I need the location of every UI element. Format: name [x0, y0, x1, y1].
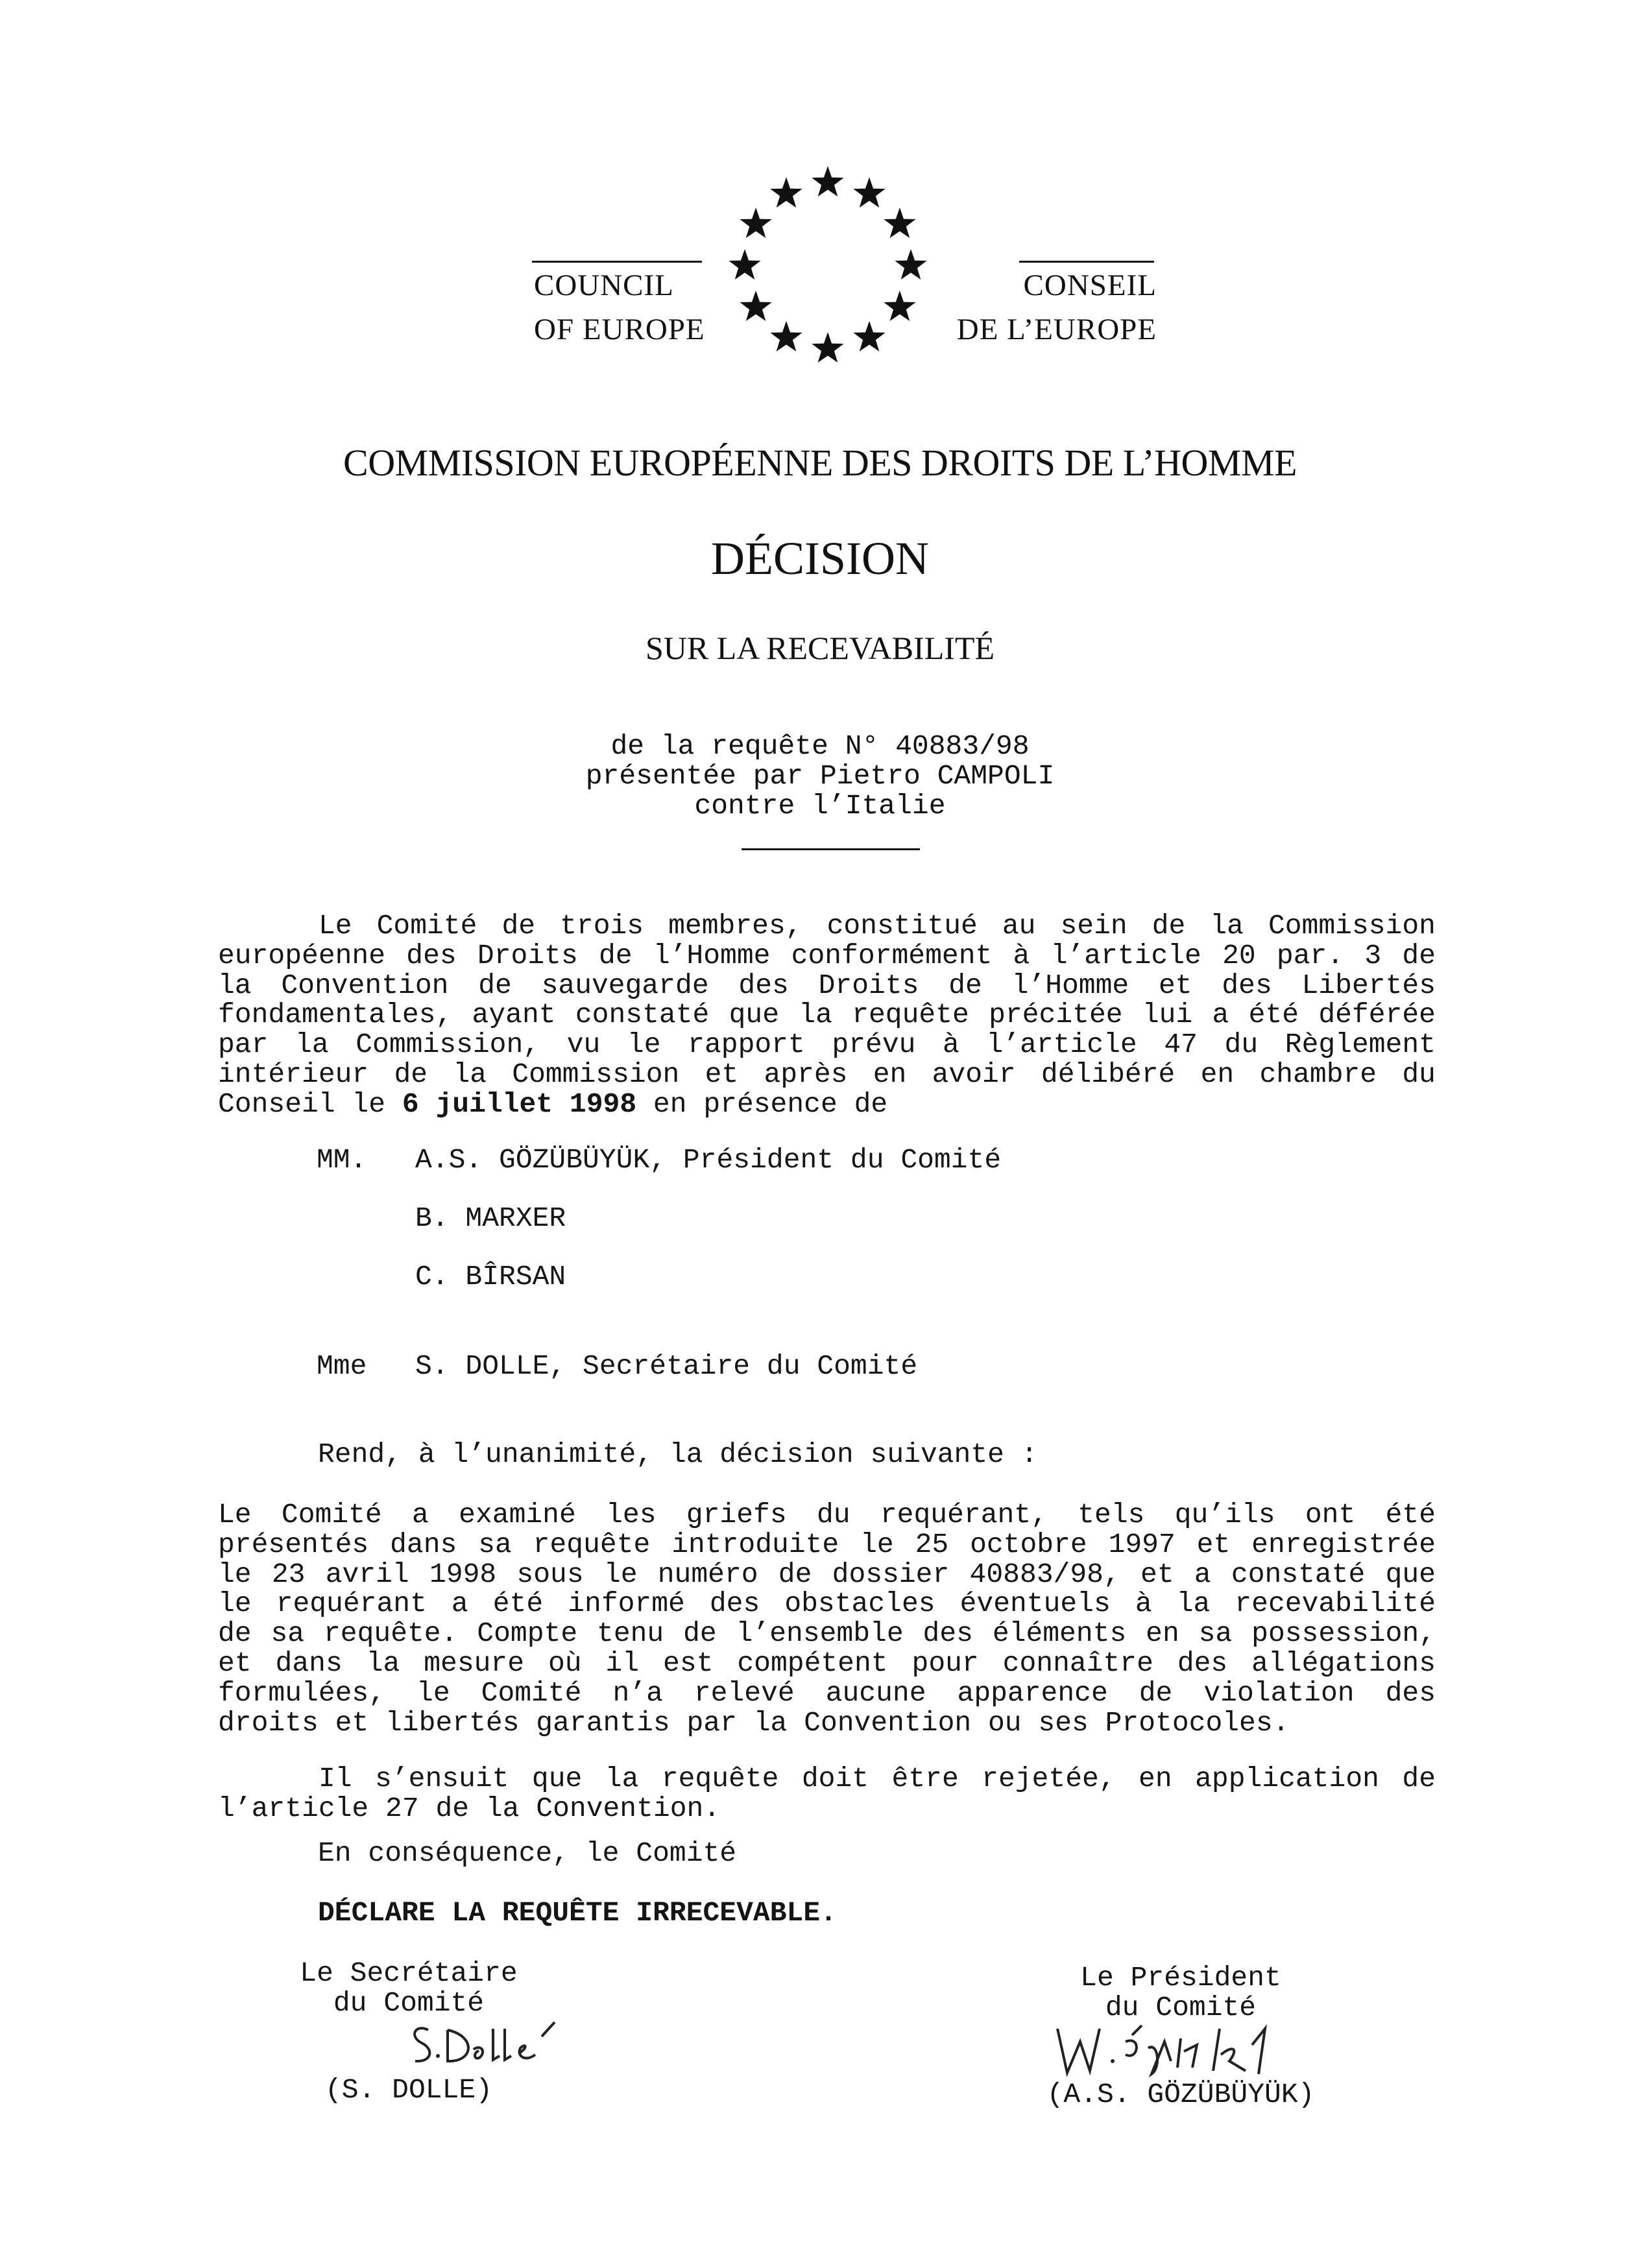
emblem-star	[895, 249, 926, 280]
emblem-star	[770, 321, 802, 352]
left-signatory-title: Le Secrétaire	[300, 1957, 518, 1989]
application-number: de la requête N° 40883/98	[610, 730, 1030, 762]
unanimity-statement: Rend, à l’unanimité, la décision suivante :	[318, 1438, 1038, 1470]
intro-line	[218, 1090, 1436, 1119]
secretary-prefix: Mme	[317, 1350, 367, 1382]
reasons-line: le requérant a été informé des obstacles éventuels à la recevabilité	[218, 1588, 1436, 1620]
emblem-star	[853, 177, 885, 208]
conclusion-line: Il s’ensuit que la requête doit être rejetée, en application de	[319, 1763, 1436, 1795]
reasons-line: droits et libertés garantis par la Convention ou ses Protocoles.	[218, 1706, 1290, 1739]
emblem-star	[884, 291, 915, 321]
reasons-line: présentés dans sa requête introduite le 25 octobre 1997 et enregistrée	[218, 1528, 1436, 1560]
reasons-paragraph	[218, 1500, 1436, 1737]
intro-line: la Convention de sauvegarde des Droits de l’Homme et des Libertés	[218, 969, 1436, 1001]
intro-text: Conseil le	[218, 1088, 402, 1120]
org-name-fr-line2: DE L’EUROPE	[956, 313, 1157, 346]
consequence-line: En conséquence, le Comité	[318, 1837, 737, 1869]
right-signatory-name: (A.S. GÖZÜBÜYÜK)	[1046, 2079, 1315, 2110]
member-name: C. BÎRSAN	[415, 1261, 566, 1293]
conclusion-line: l’article 27 de la Convention.	[218, 1792, 721, 1824]
reasons-line: et dans la mesure où il est compétent pour connaître des allégations	[218, 1647, 1436, 1679]
emblem-star	[812, 332, 843, 363]
emblem-star	[770, 177, 802, 208]
intro-line: fondamentales, ayant constaté que la requête précitée lui a été déférée	[218, 999, 1436, 1031]
president-signature	[1051, 2016, 1310, 2087]
intro-line: par la Commission, vu le rapport prévu à l’article 47 du Règlement	[218, 1029, 1436, 1061]
emblem-star	[740, 291, 771, 321]
commission-title: COMMISSION EUROPÉENNE DES DROITS DE L’HOMME	[343, 442, 1297, 484]
declaration: DÉCLARE LA REQUÊTE IRRECEVABLE.	[318, 1897, 837, 1929]
emblem-star	[740, 208, 771, 238]
org-name-fr-line1: CONSEIL	[1023, 269, 1157, 302]
respondent-state: contre l’Italie	[694, 790, 946, 822]
member-name: B. MARXER	[415, 1202, 566, 1234]
intro-text: en présence de	[636, 1088, 888, 1120]
twelve-stars-circle-icon	[0, 0, 1640, 415]
member-president: A.S. GÖZÜBÜYÜK, Président du Comité	[415, 1144, 1002, 1176]
intro-paragraph	[218, 911, 1436, 1119]
secretary-signature	[402, 2011, 571, 2075]
left-signatory-title: du Comité	[333, 1987, 485, 2019]
emblem-star	[729, 249, 760, 280]
reasons-line: formulées, le Comité n’a relevé aucune apparence de violation des	[218, 1677, 1436, 1709]
left-signatory-name: (S. DOLLE)	[324, 2074, 493, 2106]
emblem-star	[884, 208, 915, 238]
decision-title: DÉCISION	[711, 532, 929, 584]
emblem-star	[812, 166, 843, 197]
reasons-line: le 23 avril 1998 sous le numéro de dossier 40883/98, et a constaté que	[218, 1558, 1436, 1590]
org-name-en-line2: OF EUROPE	[534, 313, 705, 346]
right-signatory-title: du Comité	[1105, 1992, 1257, 2023]
header-rule-left	[532, 261, 702, 263]
org-name-en-line1: COUNCIL	[534, 269, 674, 302]
conclusion-paragraph	[218, 1764, 1436, 1824]
right-signatory-title: Le Président	[1080, 1962, 1281, 1994]
secretary-name: S. DOLLE, Secrétaire du Comité	[415, 1350, 918, 1382]
reasons-line: Le Comité a examiné les griefs du requérant, tels qu’ils ont été	[218, 1499, 1436, 1531]
reasons-line: de sa requête. Compte tenu de l’ensemble des éléments en sa possession,	[218, 1617, 1436, 1650]
header-rule-right	[1019, 261, 1154, 263]
separator-rule	[742, 848, 920, 850]
intro-line: européenne des Droits de l’Homme conformément à l’article 20 par. 3 de	[218, 939, 1436, 972]
intro-line: intérieur de la Commission et après en avoir délibéré en chambre du	[218, 1058, 1436, 1090]
intro-line: Le Comité de trois membres, constitué au sein de la Commission	[319, 910, 1436, 942]
applicant-name: présentée par Pietro CAMPOLI	[585, 760, 1055, 792]
emblem-star	[853, 321, 885, 352]
members-prefix: MM.	[317, 1144, 367, 1176]
session-date: 6 juillet 1998	[402, 1088, 637, 1120]
decision-subtitle: SUR LA RECEVABILITÉ	[645, 630, 995, 666]
